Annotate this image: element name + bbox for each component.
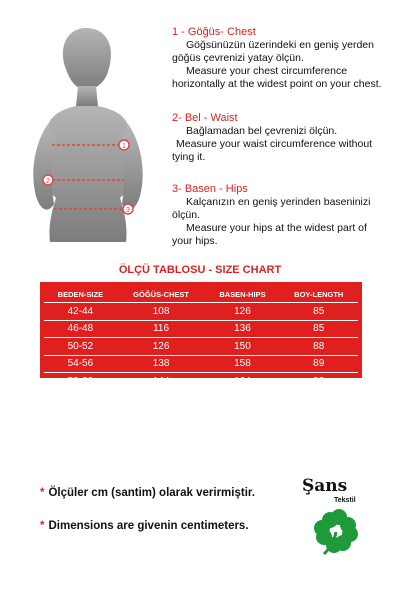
note-turkish-text: Ölçüler cm (santim) olarak verirmiştir. [48, 487, 255, 499]
header-chest: GÖĞÜS-CHEST [117, 286, 206, 303]
hips-en-line-1: Measure your hips at the widest part of [186, 222, 367, 234]
cell-chest: 126 [117, 338, 206, 356]
brand-subtitle: Tekstil [334, 497, 356, 504]
cell-hips: 150 [205, 338, 279, 356]
table-row [44, 373, 358, 390]
chest-instructions [172, 26, 382, 91]
table-header-row [44, 286, 358, 303]
chest-title: 1 - Göğüs- Chest [172, 26, 256, 38]
marker-waist [43, 175, 53, 185]
cell-hips: 126 [205, 303, 279, 321]
note-star: * [40, 520, 45, 532]
four-leaf-clover-icon [312, 506, 362, 556]
hips-instructions [172, 183, 370, 248]
cell-chest: 116 [117, 320, 206, 338]
chest-tr-line-2: göğüs çevrenizi yatay ölçün. [172, 52, 304, 64]
table-row [44, 320, 358, 338]
note-english [40, 520, 249, 532]
cell-hips: 136 [205, 320, 279, 338]
svg-text:1: 1 [122, 143, 126, 150]
chest-en-line-2: horizontally at the widest point on your chest. [172, 78, 382, 90]
marker-chest [119, 140, 129, 150]
brand-logo [302, 476, 382, 556]
waist-instructions [172, 112, 372, 164]
marker-hips [123, 204, 133, 214]
cell-chest: 108 [117, 303, 206, 321]
body-silhouette [8, 14, 168, 244]
svg-text:3: 3 [126, 207, 130, 214]
hips-en-line-2: your hips. [172, 235, 218, 247]
cell-hips: 158 [205, 355, 279, 373]
cell-size: 42-44 [44, 303, 117, 321]
cell-chest: 144 [117, 373, 206, 390]
cell-size: 46-48 [44, 320, 117, 338]
cell-size: 54-56 [44, 355, 117, 373]
header-hips: BASEN-HIPS [205, 286, 279, 303]
cell-length: 85 [279, 303, 358, 321]
cell-size: 58-60 [44, 373, 117, 390]
cell-chest: 138 [117, 355, 206, 373]
cell-length: 88 [279, 338, 358, 356]
note-turkish [40, 487, 255, 499]
svg-text:2: 2 [46, 178, 50, 185]
header-length: BOY-LENGTH [279, 286, 358, 303]
cell-length: 92 [279, 373, 358, 390]
size-chart-table [40, 282, 362, 387]
waist-tr-line-1: Bağlamadan bel çevrenizi ölçün. [186, 125, 338, 137]
table-row [44, 338, 358, 356]
brand-name: Şans [302, 476, 348, 496]
hips-tr-line-1: Kalçanızın en geniş yerinden baseninizi [186, 196, 371, 208]
table-row [44, 303, 358, 321]
cell-length: 85 [279, 320, 358, 338]
waist-en-line-1: Measure your waist circumference without [176, 138, 373, 150]
hips-tr-line-2: ölçün. [172, 209, 201, 221]
waist-title: 2- Bel - Waist [172, 112, 238, 124]
waist-en-line-2: tying it. [172, 151, 206, 163]
hips-title: 3- Basen - Hips [172, 183, 248, 195]
note-english-text: Dimensions are givenin centimeters. [48, 520, 249, 532]
cell-hips: 164 [205, 373, 279, 390]
chest-en-line-1: Measure your chest circumference [186, 65, 348, 77]
size-chart-title: ÖLÇÜ TABLOSU - SIZE CHART [118, 264, 282, 276]
cell-length: 89 [279, 355, 358, 373]
note-star: * [40, 487, 45, 499]
table-row [44, 355, 358, 373]
chest-tr-line-1: Göğsünüzün üzerindeki en geniş yerden [186, 39, 374, 51]
cell-size: 50-52 [44, 338, 117, 356]
header-size: BEDEN-SIZE [44, 286, 117, 303]
